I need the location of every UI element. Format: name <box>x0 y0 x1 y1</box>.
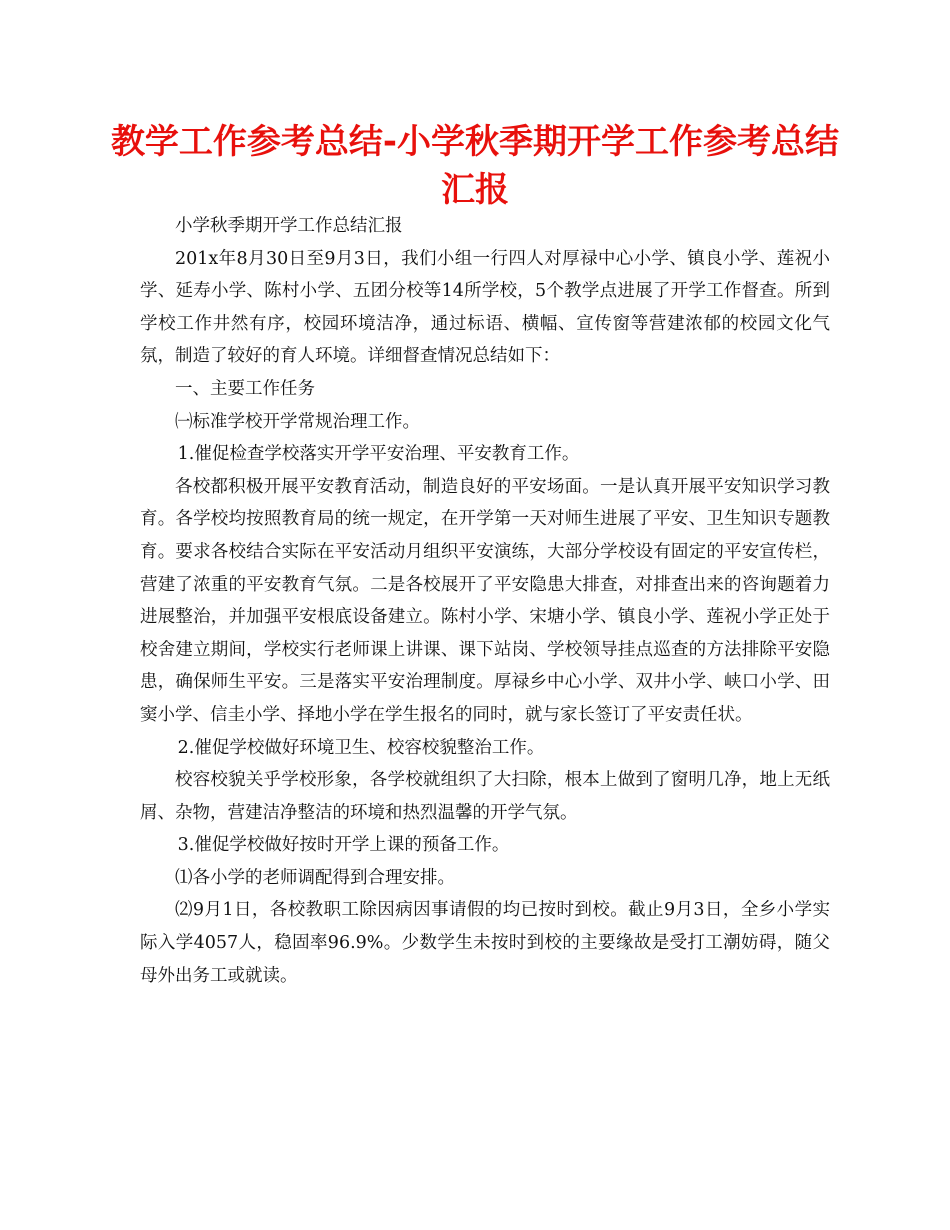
subsection-heading: ㈠标准学校开学常规治理工作。 <box>175 411 420 432</box>
paragraph-enrollment: ⑵9月1日，各校教职工除因病因事请假的均已按时到校。截止9月3日，全乡小学实际入学4057人，稳固率96.9%。少数学生未按时到校的主要缘故是受打工潮妨碍，随父母外出务工或就读。 <box>140 900 830 986</box>
paragraph-intro: 201x年8月30日至9月3日，我们小组一行四人对厚禄中心小学、镇良小学、莲祝小学、延寿小学、陈村小学、五团分校等14所学校，5个教学点进展了开学工作督查。所到学校工作井然有序，校园环境洁净，通过标语、横幅、宣传窗等营建浓郁的校园文化气氛，制造了较好的育人环境。详细督查情况总结如下： <box>140 248 830 367</box>
document-title: 教学工作参考总结-小学秋季期开学工作参考总结汇报 <box>110 122 840 210</box>
document-body <box>140 210 830 992</box>
paragraph-safety: 各校都积极开展平安教育活动，制造良好的平安场面。一是认真开展平安知识学习教育。各学校均按照教育局的统一规定，在开学第一天对师生进展了平安、卫生知识专题教育。要求各校结合实际在平安活动月组织平安演练，大部分学校设有固定的平安宣传栏，营建了浓重的平安教育气氛。二是各校展开了平安隐患大排查，对排查出来的咨询题着力进展整治，并加强平安根底设备建立。陈村小学、宋塘小学、镇良小学、莲祝小学正处于校舍建立期间，学校实行老师课上讲课、课下站岗、学校领导挂点巡查的方法排除平安隐患，确保师生平安。三是落实平安治理制度。厚禄乡中心小学、双井小学、峡口小学、田窦小学、信圭小学、择地小学在学生报名的同时，就与家长签订了平安责任状。 <box>140 476 830 725</box>
paragraph-environment: 校容校貌关乎学校形象，各学校就组织了大扫除，根本上做到了窗明几净，地上无纸屑、杂物，营建洁净整洁的环境和热烈温馨的开学气氛。 <box>140 770 830 823</box>
paragraph-subtitle: 小学秋季期开学工作总结汇报 <box>175 216 403 236</box>
paragraph-teachers: ⑴各小学的老师调配得到合理安排。 <box>175 867 455 888</box>
item-heading-1: 1.催促检查学校落实开学平安治理、平安教育工作。 <box>177 444 580 465</box>
section-heading: 一、主要工作任务 <box>175 378 315 399</box>
item-heading-2: 2.催促学校做好环境卫生、校容校貌整治工作。 <box>177 737 545 758</box>
item-heading-3: 3.催促学校做好按时开学上课的预备工作。 <box>177 835 510 856</box>
